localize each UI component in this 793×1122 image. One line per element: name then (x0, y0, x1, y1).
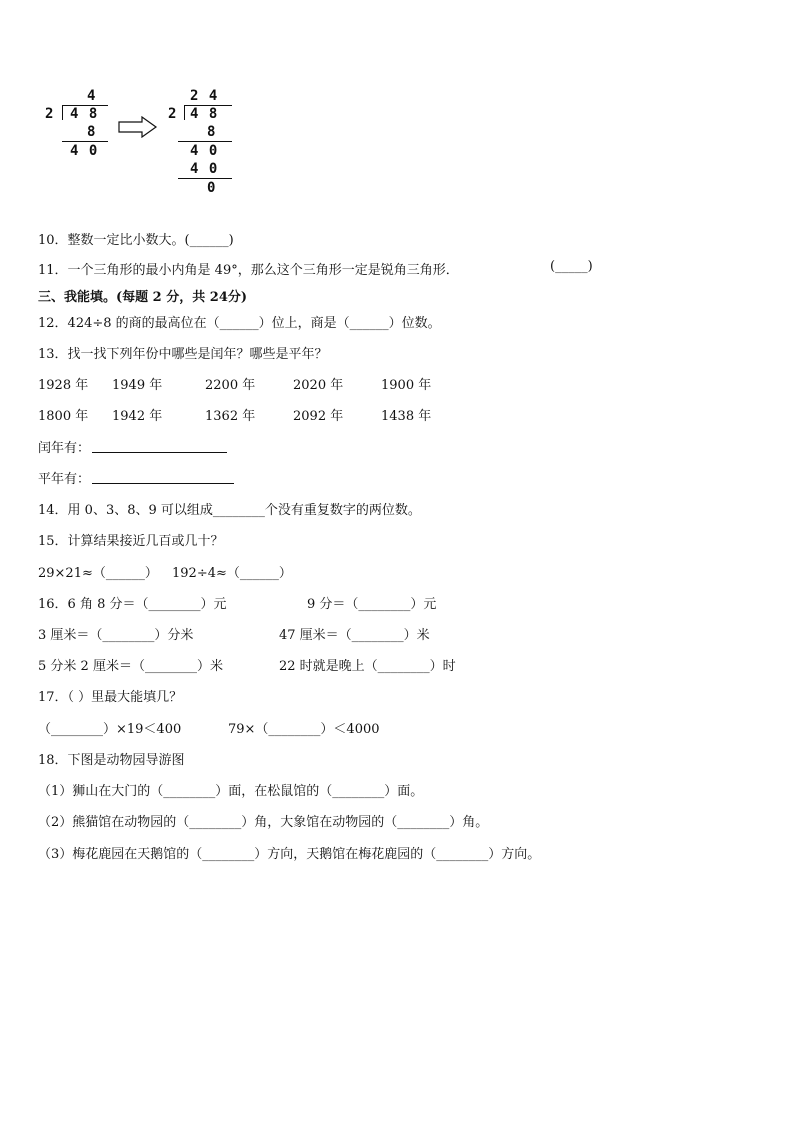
year-item: 1800 年 (38, 409, 89, 424)
remainder-1: 4 0 (190, 143, 219, 159)
question-16-b: 9 分＝（________）元 (307, 597, 437, 612)
subtrahend-1: 8 (207, 124, 217, 140)
dividend: 4 8 (70, 106, 99, 122)
division-bracket (62, 106, 63, 120)
year-item: 2200 年 (205, 378, 256, 393)
divisor: 2 (45, 106, 55, 122)
year-item: 1949 年 (112, 378, 163, 393)
subtraction-line (62, 141, 108, 142)
question-15: 15．计算结果接近几百或几十？ (38, 534, 224, 549)
question-14: 14．用 0、3、8、9 可以组成________个没有重复数字的两位数。 (38, 503, 421, 518)
quotient: 4 (87, 88, 97, 104)
year-item: 2092 年 (293, 409, 344, 424)
question-16-a: 16．6 角 8 分＝（________）元 (38, 597, 227, 612)
question-13: 13．找一找下列年份中哪些是闰年？哪些是平年？ (38, 347, 328, 362)
question-18-3: （3）梅花鹿园在天鹅馆的（________）方向，天鹅馆在梅花鹿园的（________）方向。 (38, 847, 541, 862)
divisor: 2 (168, 106, 178, 122)
remainder: 4 0 (70, 143, 99, 159)
question-15-a: 29×21≈（______） (38, 566, 158, 581)
question-15-b: 192÷4≈（______） (172, 566, 292, 581)
question-10: 10．整数一定比小数大。(______) (38, 233, 234, 248)
year-item: 1362 年 (205, 409, 256, 424)
dividend: 4 8 (190, 106, 219, 122)
year-item: 2020 年 (293, 378, 344, 393)
subtraction-line-1 (178, 141, 232, 142)
section-heading: 三、我能填。(每题 2 分，共 24分) (38, 290, 248, 305)
question-17: 17．（ ）里最大能填几？ (38, 690, 183, 705)
question-17-b: 79×（________）＜4000 (228, 722, 380, 737)
question-16-f: 22 时就是晚上（________）时 (279, 659, 456, 674)
question-16-d: 47 厘米＝（________）米 (279, 628, 430, 643)
subtrahend-2: 4 0 (190, 161, 219, 177)
question-16-e: 5 分米 2 厘米＝（________）米 (38, 659, 223, 674)
question-12: 12．424÷8 的商的最高位在（______）位上，商是（______）位数。 (38, 316, 441, 331)
subtrahend: 8 (87, 124, 97, 140)
subtraction-line-2 (178, 178, 232, 179)
right-arrow-icon (118, 116, 158, 138)
year-item: 1942 年 (112, 409, 163, 424)
common-year-label: 平年有： (38, 472, 91, 487)
division-bracket (184, 106, 185, 120)
question-18: 18．下图是动物园导游图 (38, 753, 185, 768)
question-17-a: （________）×19＜400 (38, 722, 182, 737)
remainder-2: 0 (207, 180, 217, 196)
year-item: 1438 年 (381, 409, 432, 424)
question-18-1: （1）狮山在大门的（________）面，在松鼠馆的（________）面。 (38, 784, 424, 799)
year-item: 1900 年 (381, 378, 432, 393)
common-year-answer-line[interactable] (92, 483, 234, 484)
question-16-c: 3 厘米＝（________）分米 (38, 628, 194, 643)
leap-year-answer-line[interactable] (92, 452, 227, 453)
quotient: 2 4 (190, 88, 219, 104)
question-11: 11．一个三角形的最小内角是 49°，那么这个三角形一定是锐角三角形． (38, 263, 459, 278)
question-18-2: （2）熊猫馆在动物园的（________）角，大象馆在动物园的（________）角。 (38, 815, 489, 830)
year-item: 1928 年 (38, 378, 89, 393)
leap-year-label: 闰年有： (38, 441, 91, 456)
question-11-blank[interactable]: (_____) (550, 259, 593, 274)
